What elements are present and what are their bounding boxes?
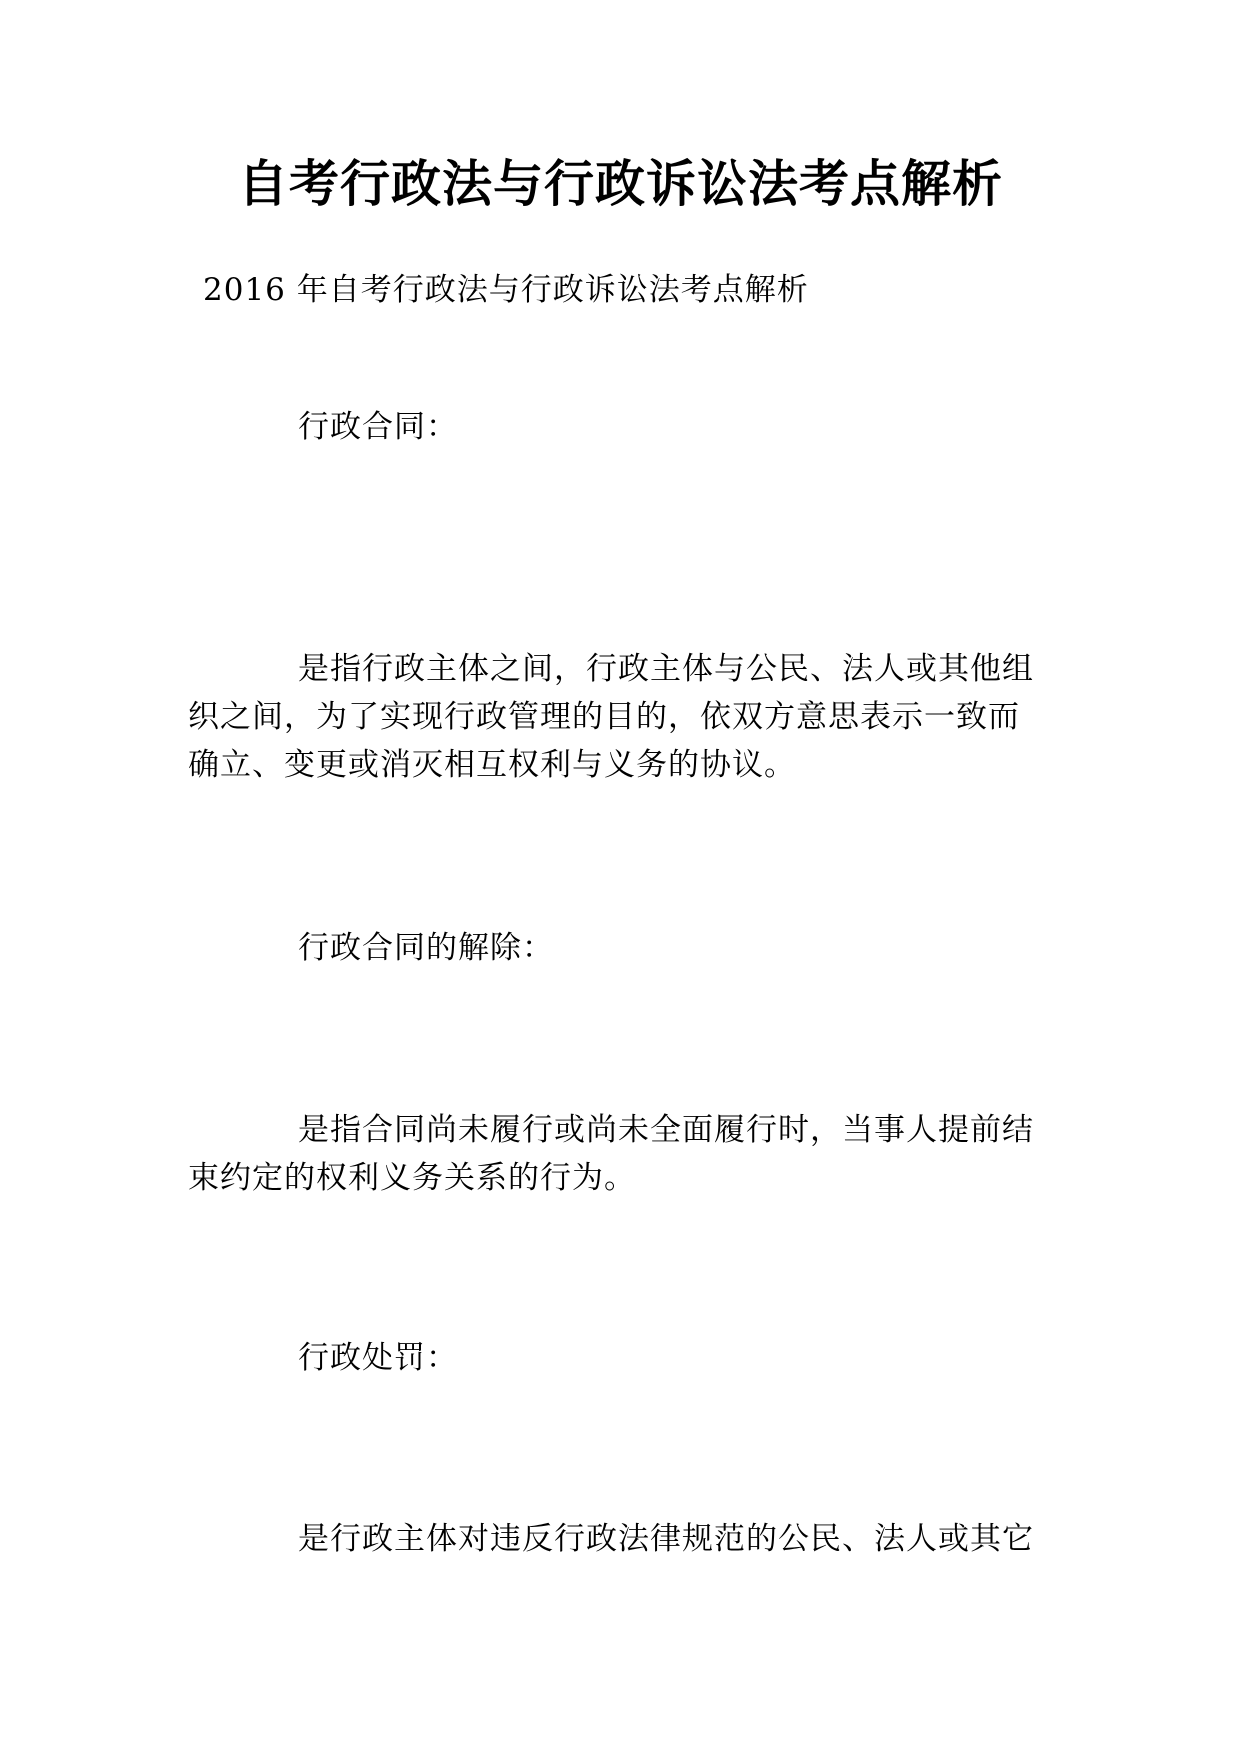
body-line: 束约定的权利义务关系的行为。 (188, 1160, 636, 1196)
body-line: 是行政主体对违反行政法律规范的公民、法人或其它 (298, 1521, 1034, 1557)
body-line: 确立、变更或消灭相互权利与义务的协议。 (188, 747, 796, 783)
section-heading-contract-termination: 行政合同的解除： (298, 930, 554, 966)
section-body-administrative-contract (188, 645, 1048, 789)
body-line: 是指行政主体之间，行政主体与公民、法人或其他组 (298, 651, 1034, 687)
document-title: 自考行政法与行政诉讼法考点解析 (238, 154, 1003, 213)
document-subtitle: 2016 年自考行政法与行政诉讼法考点解析 (203, 272, 809, 308)
section-body-contract-termination (188, 1106, 1048, 1202)
body-line: 是指合同尚未履行或尚未全面履行时，当事人提前结 (298, 1112, 1034, 1148)
section-body-administrative-penalty (188, 1515, 1048, 1563)
section-heading-administrative-penalty: 行政处罚： (298, 1340, 458, 1376)
body-line: 织之间，为了实现行政管理的目的，依双方意思表示一致而 (188, 699, 1020, 735)
section-heading-administrative-contract: 行政合同： (298, 409, 458, 445)
